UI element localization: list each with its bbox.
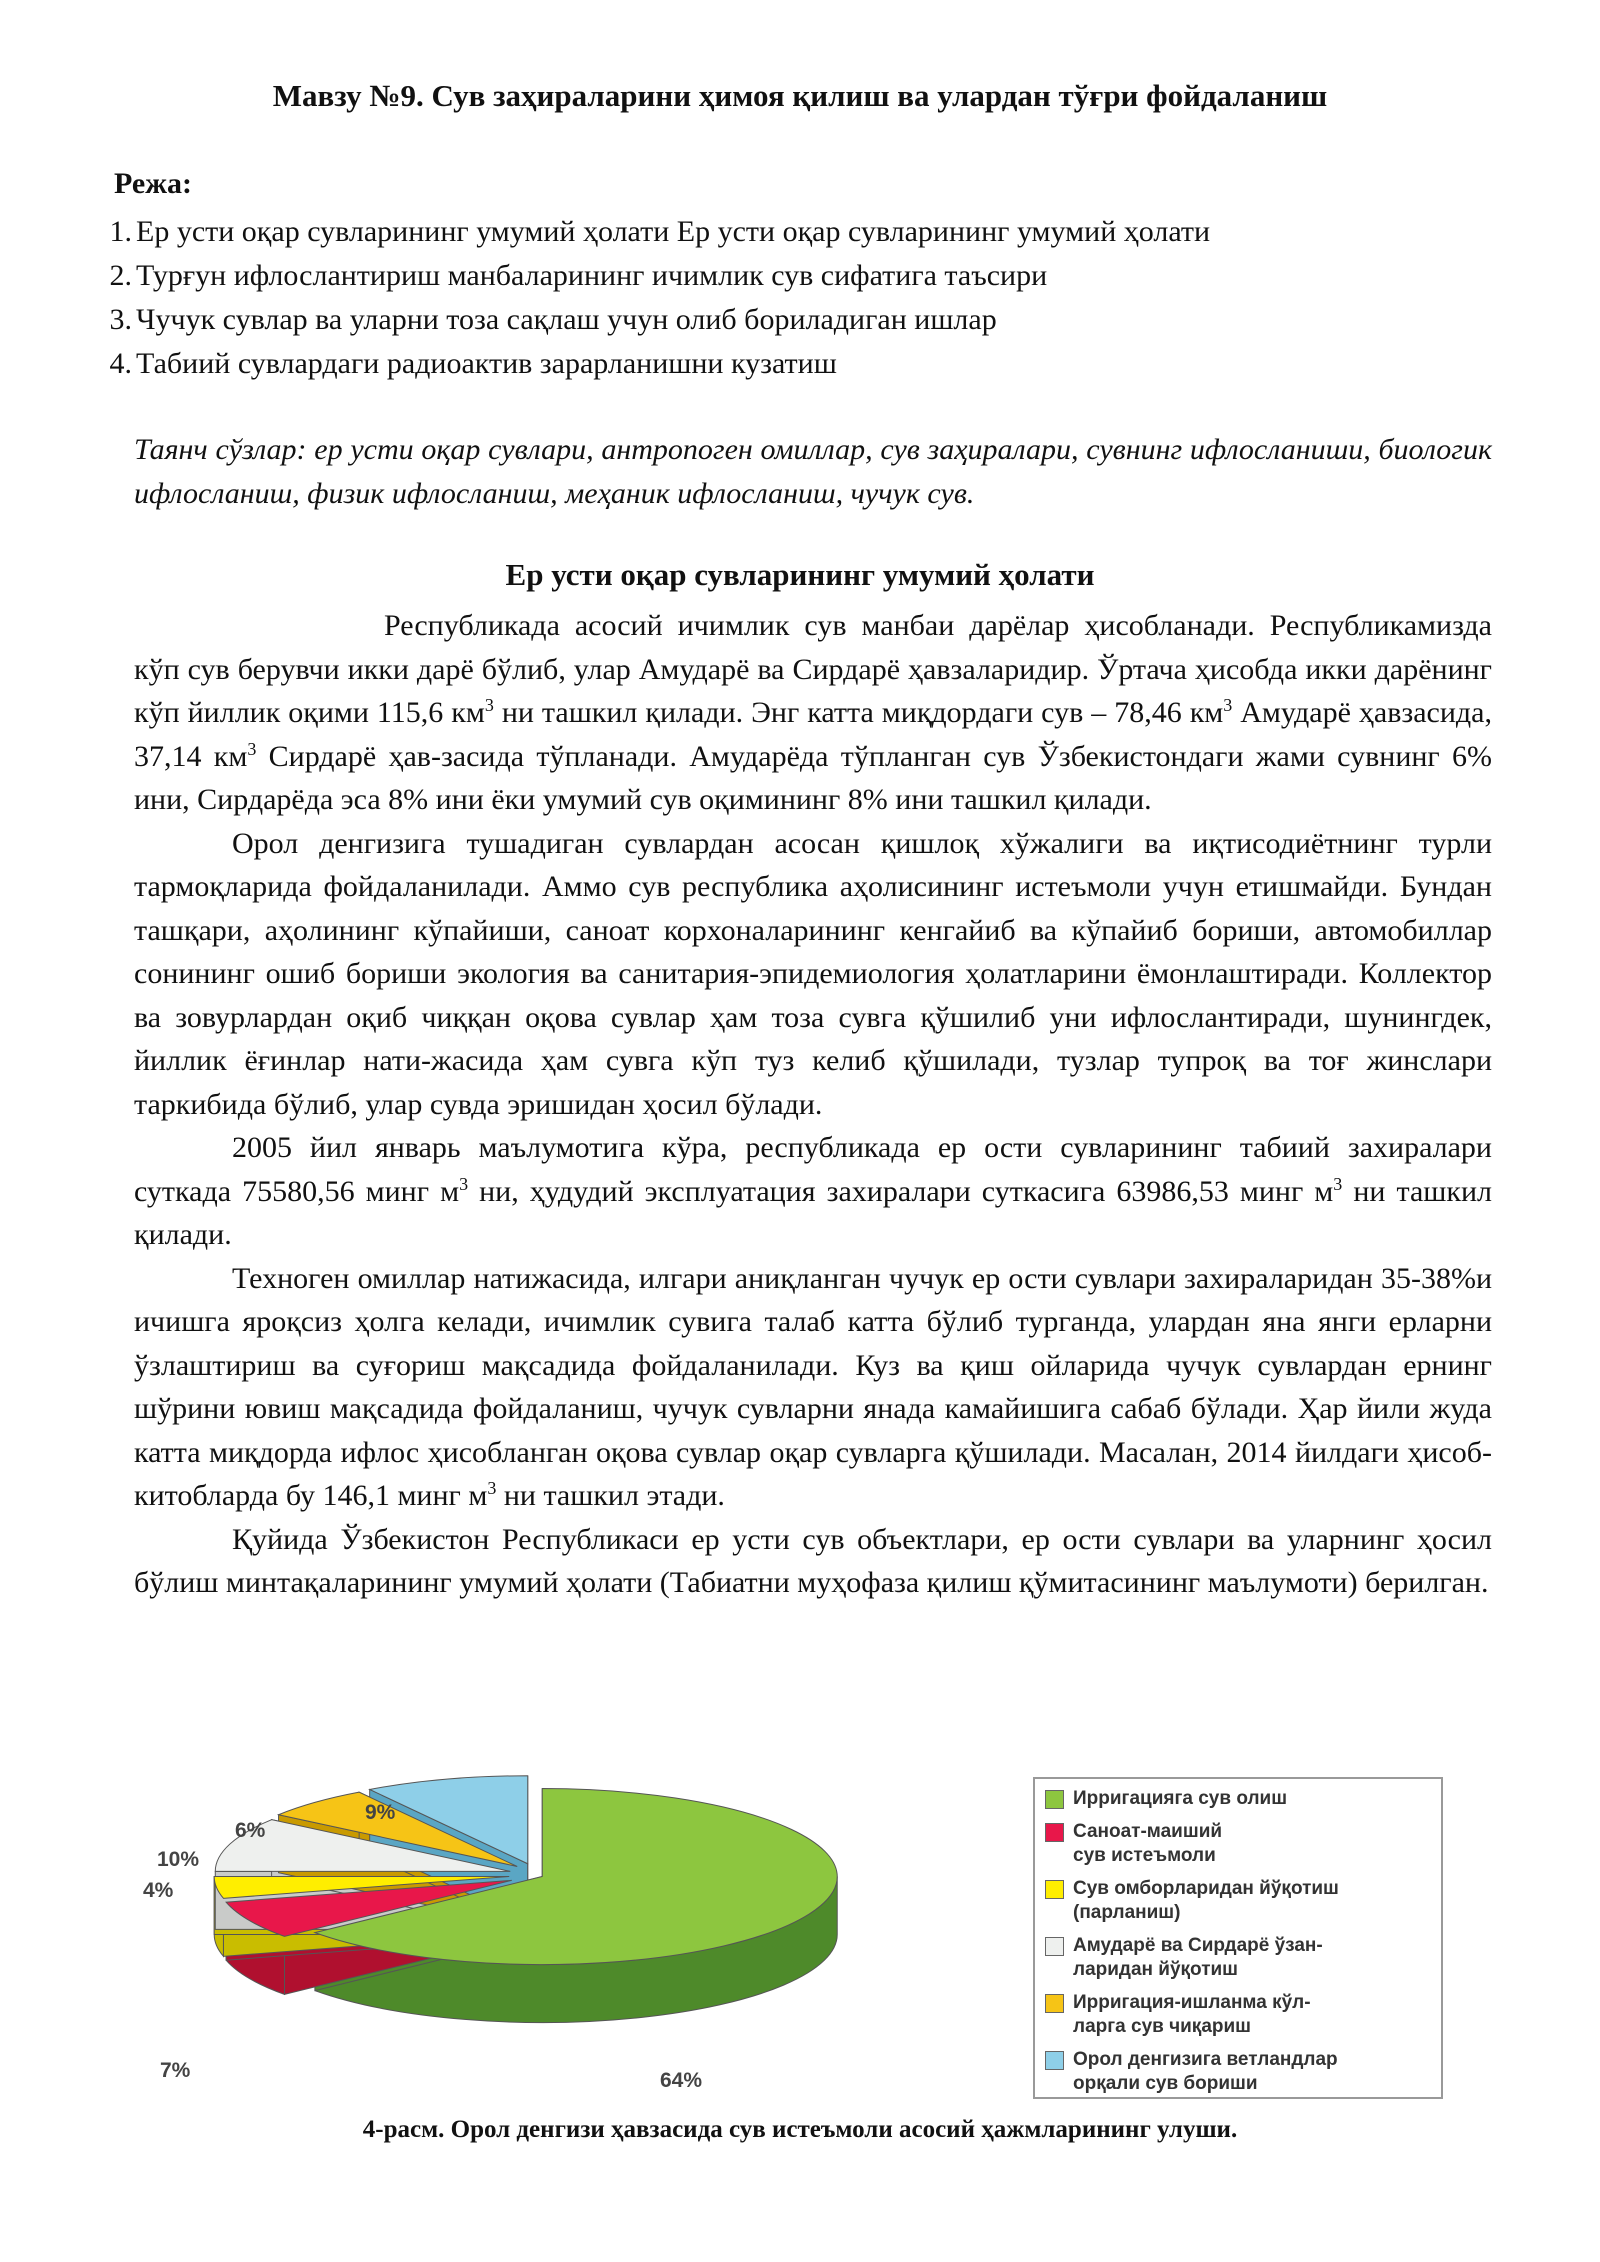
pie-slice-label: 6% [235,1819,266,1842]
plan-item-number: 4. [109,347,132,380]
chart-legend [1033,1777,1443,2099]
legend-item [1045,2048,1431,2096]
pie-slice-label: 7% [160,2059,191,2082]
plan-item [104,298,1210,342]
pie-slice-label: 9% [365,1801,396,1824]
paragraph-3 [134,1126,1492,1257]
pie-slice-label: 64% [660,2069,703,2092]
pie-slice-label: 4% [143,1879,174,1902]
paragraph-text: ни ташкил қилади. Энг катта миқдордаги сув – 78,46 км [493,696,1224,729]
paragraph-5: Қуйида Ўзбекистон Республикаси ер усти сув объектлари, ер ости сувлари ва уларнинг ҳосил бўлиш минтақаларининг умумий ҳолати (Табиатни муҳофаза қилиш қўмитасининг маълумоти) берилган. [134,1522,1492,1599]
legend-swatch [1045,1880,1064,1899]
legend-item [1045,1820,1431,1868]
superscript: 3 [487,1478,497,1498]
body-text [134,604,1492,1605]
paragraph-text: 2005 йил январь маълумотига кўра, республикада ер ости сувларининг табиий захиралари суткада 75580,56 минг м [134,1131,1492,1208]
legend-label: Саноат-маиший сув истеъмоли [1073,1821,1223,1866]
superscript: 3 [247,738,257,759]
paragraph-text: Сирдарё ҳав-засида тўпланади. Амударёда тўпланган сув Ўзбекистондаги жами сувнинг 6% ини, Сирдарёда эса 8% ини ёки умумий сув оқимининг 8% ини ташкил қилади. [134,739,1492,816]
paragraph-text: Техноген омиллар натижасида, илгари аниқланган чучук ер ости сувлари захираларидан 35-38%и ичишга яроқсиз ҳолга келади, ичимлик сувига талаб катта бўлиб турганда, улардан яна янги ерларни ўзлаштириш ва суғориш мақсадида фойдаланилади. Куз ва қиш ойларида чучук сувлардан ернинг шўрини ювиш мақсадида фойдаланиш, чучук сувларни янада камайишига сабаб бўлади. Ҳар йили жуда катта миқдорда ифлос ҳисобланган оқова сувлар оқар сувларга қўшилади. Масалан, 2014 йилдаги ҳисоб-китобларда бу 146,1 минг м [134,1261,1492,1512]
plan-item [104,254,1210,298]
legend-label: Амударё ва Сирдарё ўзан- ларидан йўқотиш [1073,1935,1323,1980]
paragraph-text: Республикада асосий ичимлик сув манбаи дарёлар ҳисобланади. Республикамизда кўп сув берувчи икки дарё бўлиб, улар Амударё ва Сирдарё ҳавзаларидир. Ўртача ҳисобда икки дарёнинг кўп йиллик оқими 115,6 км [134,609,1492,729]
paragraph-text: Амударё ҳавзасида, 37,14 км [134,696,1492,773]
legend-swatch [1045,1823,1064,1842]
legend-swatch [1045,1790,1064,1809]
paragraph-text: ни ташкил этади. [496,1479,725,1512]
legend-label: Орол денгизига ветландлар орқали сув бориши [1073,2049,1338,2094]
section-heading: Ер усти оқар сувларининг умумий ҳолати [505,557,1095,592]
keywords: Таянч сўзлар: ер усти оқар сувлари, антропоген омиллар, сув заҳиралари, сувнинг ифлосланиши, биологик ифлосланиш, физик ифлосланиш, меҳаник ифлосланиш, чучук сув. [134,433,1492,510]
legend-swatch [1045,1937,1064,1956]
figure-caption: 4-расм. Орол денгизи ҳавзасида сув истеъмоли асосий ҳажмларининг улуши. [362,2116,1238,2143]
plan-heading: Режа: [114,167,192,200]
plan-item-text: Чучук сувлар ва уларни тоза сақлаш учун олиб бориладиган ишлар [136,303,997,336]
plan-item-number: 3. [109,303,132,336]
paragraph-text: ни, ҳудудий эксплуатация захиралари суткасига 63986,53 минг м [468,1174,1334,1208]
document-title: Мавзу №9. Сув заҳираларини ҳимоя қилиш ва улардан тўғри фойдаланиш [272,78,1328,113]
superscript: 3 [1333,1173,1343,1194]
plan-item [104,210,1210,254]
legend-swatch [1045,2051,1064,2070]
legend-label: Ирригация-ишланма кўл- ларга сув чиқариш [1073,1992,1311,2037]
legend-label: Ирригацияга сув олиш [1073,1788,1288,1809]
legend-label: Сув омборларидан йўқотиш (парланиш) [1073,1878,1339,1923]
pie-slice-label: 10% [157,1848,200,1871]
paragraph-4 [134,1257,1492,1518]
legend-item [1045,1934,1431,1982]
legend-item [1045,1787,1431,1811]
paragraph-1 [134,604,1492,822]
superscript: 3 [1223,695,1233,715]
plan-item [104,342,1210,386]
plan-item-number: 1. [109,215,132,248]
paragraph-text: ни ташкил қилади. [134,1174,1492,1251]
plan-item-number: 2. [109,259,132,292]
legend-item [1045,1991,1431,2039]
plan-list [104,210,1210,386]
superscript: 3 [484,695,494,715]
legend-item [1045,1877,1431,1925]
plan-item-text: Табиий сувлардаги радиоактив зарарланишни кузатиш [136,347,837,380]
plan-item-text: Ер усти оқар сувларининг умумий ҳолати Ер усти оқар сувларининг умумий ҳолати [136,215,1211,248]
paragraph-2: Орол денгизига тушадиган сувлардан асосан қишлоқ хўжалиги ва иқтисодиётнинг турли тармоқларида фойдаланилади. Аммо сув республика аҳолисининг истеъмоли учун етишмайди. Бундан ташқари, аҳолининг кўпайиши, саноат корхоналарининг кенгайиб ва кўпайиб бориши, автомобиллар сонининг ошиб бориши экология ва санитария-эпидемиология ҳолатларини ёмонлаштиради. Коллектор ва зовурлардан оқиб чиққан оқова сувлар ҳам тоза сувга қўшилиб уни ифлослантиради, шунингдек, йиллик ёғинлар нати-жасида ҳам сувга кўп туз келиб қўшилади, тузлар тупроқ ва тоғ жинслари таркибида бўлиб, улар сувда эришидан ҳосил бўлади. [134,826,1492,1121]
legend-swatch [1045,1994,1064,2013]
plan-item-text: Турғун ифлослантириш манбаларининг ичимлик сув сифатига таъсири [136,259,1048,292]
superscript: 3 [459,1173,469,1194]
